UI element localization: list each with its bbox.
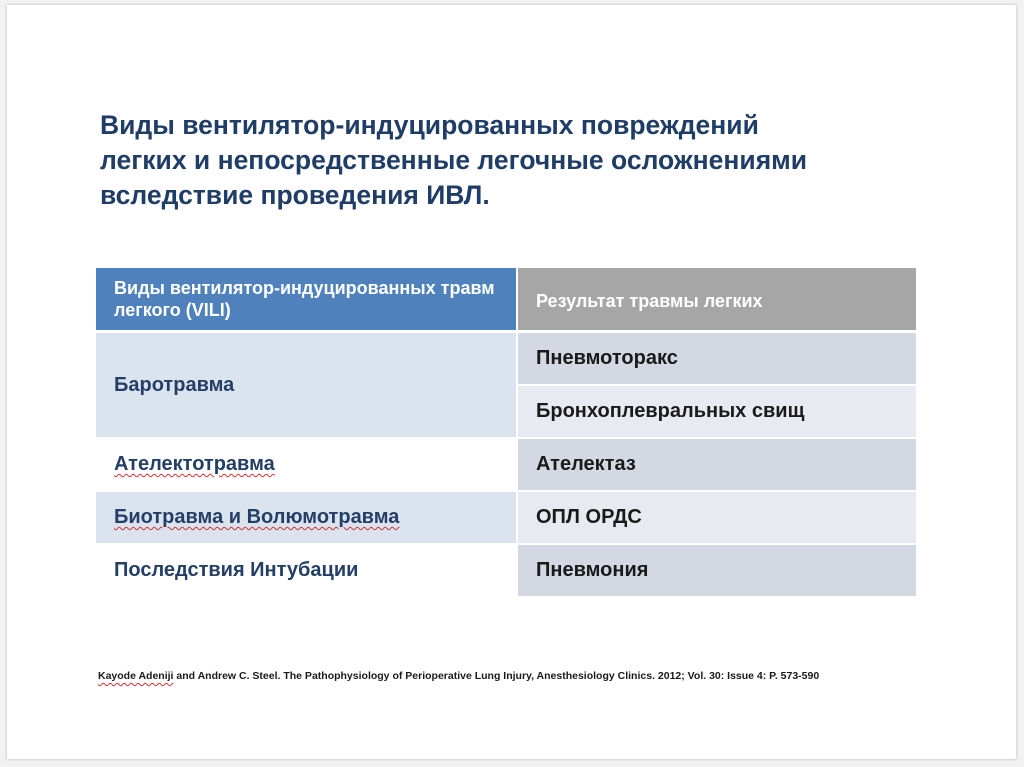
title-line-3: вследствие проведения ИВЛ. (100, 180, 490, 210)
title-line-2: легких и непосредственные легочные осложнениями (100, 145, 808, 175)
citation (98, 670, 819, 682)
table-row (96, 492, 916, 545)
table-row (96, 333, 916, 386)
result-cell: Пневмоторакс (518, 333, 916, 386)
citation-details: and Andrew C. Steel. The Pathophysiology of Perioperative Lung Injury, Anesthesiology Clinics. 2012; Vol. 30: Issue 4: P. 573-590 (173, 670, 820, 682)
injury-cell: Последствия Интубации (96, 545, 518, 598)
citation-author: Kayode Adeniji (98, 670, 174, 682)
table-row (96, 439, 916, 492)
header-result: Результат травмы легких (518, 268, 916, 333)
spellcheck-underlined-text: Ателектотравма (114, 453, 275, 475)
result-cell: Ателектаз (518, 439, 916, 492)
injury-cell: Баротравма (96, 333, 518, 439)
result-cell: Пневмония (518, 545, 916, 598)
slide (7, 5, 1016, 759)
spellcheck-underlined-text: Биотравма и Волюмотравма (114, 506, 400, 528)
title-line-1: Виды вентилятор-индуцированных повреждений (100, 110, 759, 140)
slide-title (100, 108, 900, 213)
table-row (96, 545, 916, 598)
result-cell: Бронхоплевральных свищ (518, 386, 916, 439)
vili-table (96, 268, 916, 598)
injury-cell (96, 492, 518, 545)
table-header-row (96, 268, 916, 333)
result-cell: ОПЛ ОРДС (518, 492, 916, 545)
injury-cell (96, 439, 518, 492)
header-injury-type: Виды вентилятор-индуцированных травм легкого (VILI) (96, 268, 518, 333)
